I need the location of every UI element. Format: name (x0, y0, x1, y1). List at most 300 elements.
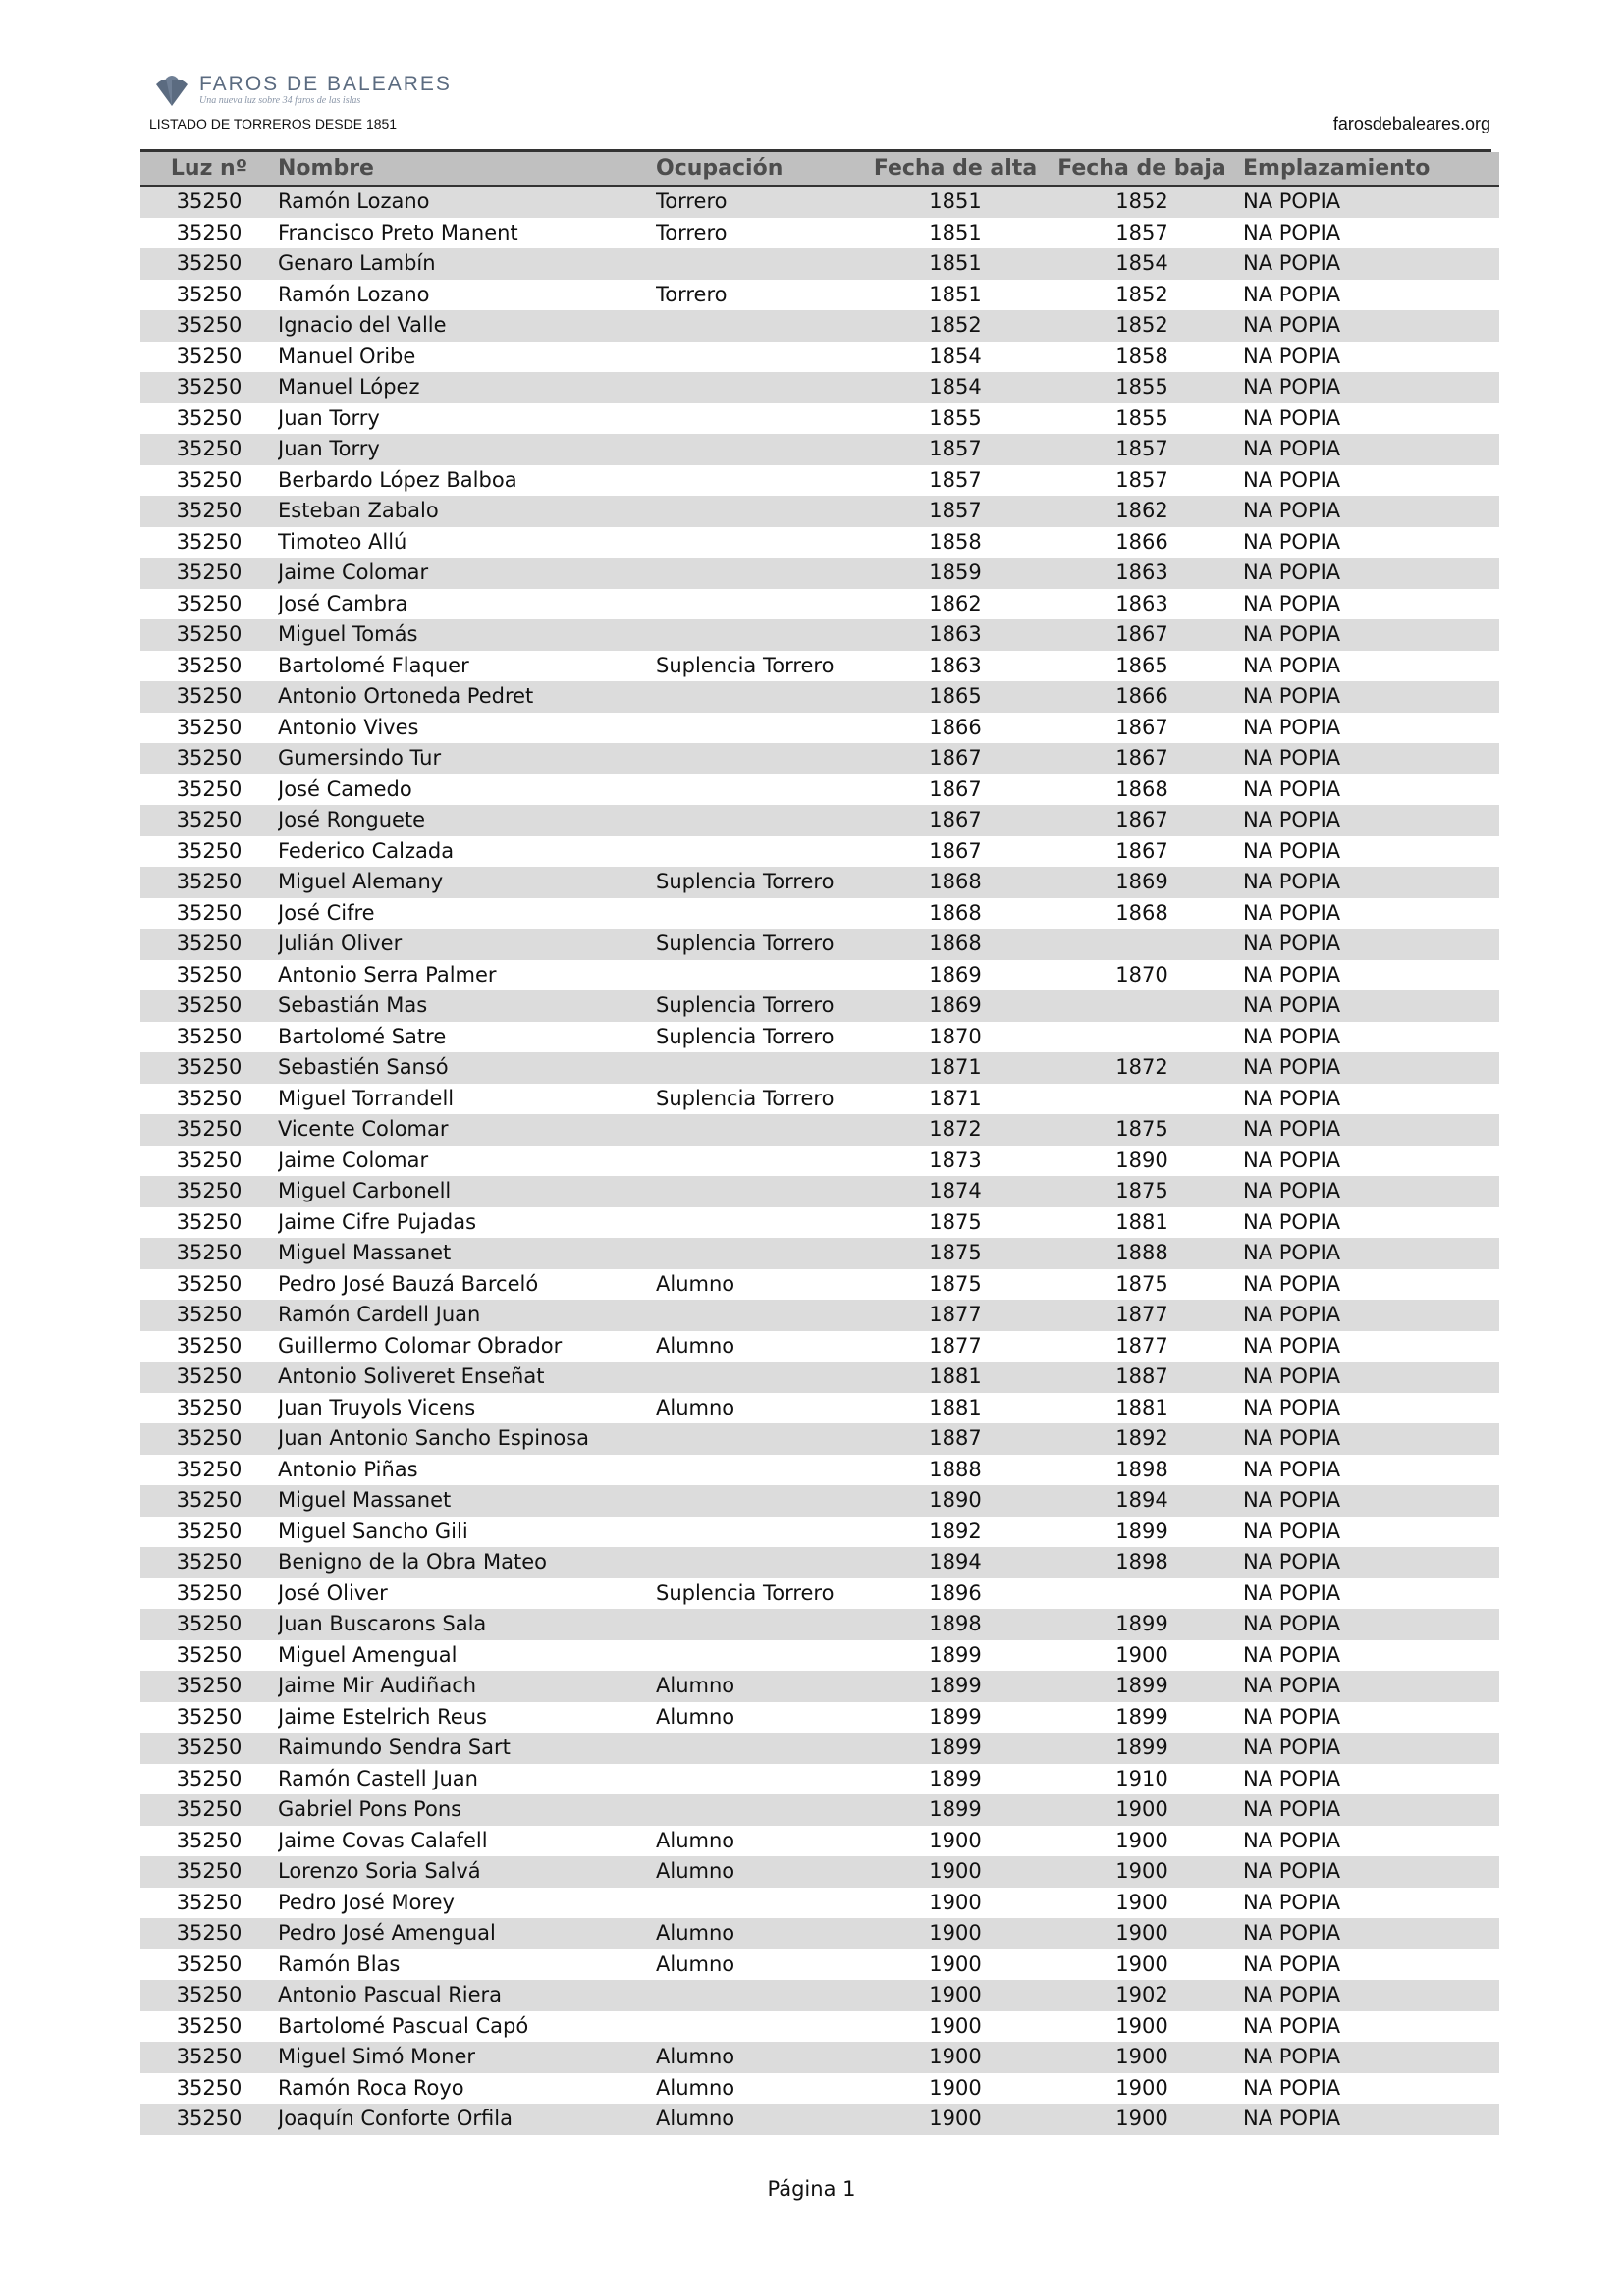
cell-emplazamiento: NA POPIA (1243, 2013, 1341, 2038)
cell-fecha-baja (1049, 1084, 1235, 1115)
cell-fecha-baja: 1868 (1115, 900, 1168, 925)
cell-luz: 35250 (176, 1457, 243, 1481)
cell-fecha-baja: 1890 (1115, 1148, 1168, 1172)
cell-fecha-alta: 1851 (929, 220, 982, 244)
cell-luz: 35250 (140, 1547, 278, 1578)
cell-nombre: Vicente Colomar (278, 1114, 656, 1146)
cell-ocupacion: Alumno (656, 2075, 735, 2100)
cell-fecha-alta: 1851 (929, 282, 982, 306)
cell-fecha-alta: 1874 (862, 1176, 1049, 1207)
cell-luz: 35250 (176, 1024, 243, 1048)
cell-luz: 35250 (140, 1856, 278, 1888)
cell-fecha-baja: 1898 (1049, 1547, 1235, 1578)
cell-fecha-baja: 1857 (1115, 467, 1168, 492)
cell-luz: 35250 (176, 962, 243, 987)
cell-fecha-baja (1049, 990, 1235, 1022)
cell-emplazamiento: NA POPIA (1243, 1086, 1341, 1110)
cell-emplazamiento: NA POPIA (1235, 558, 1499, 589)
cell-emplazamiento: NA POPIA (1243, 405, 1341, 430)
lighthouse-fan-icon (152, 71, 191, 110)
table-row (140, 434, 1499, 465)
cell-ocupacion (656, 1980, 862, 2011)
cell-ocupacion (656, 1609, 862, 1640)
cell-nombre: Jaime Estelrich Reus (278, 1704, 487, 1729)
cell-fecha-alta: 1859 (862, 558, 1049, 589)
cell-ocupacion (656, 496, 862, 527)
cell-fecha-alta: 1873 (929, 1148, 982, 1172)
cell-nombre: Juan Antonio Sancho Espinosa (278, 1423, 656, 1455)
cell-fecha-alta: 1851 (862, 248, 1049, 280)
cell-fecha-baja: 1858 (1115, 344, 1168, 368)
cell-fecha-alta: 1875 (862, 1238, 1049, 1269)
cell-fecha-alta: 1900 (929, 2013, 982, 2038)
cell-luz: 35250 (140, 1362, 278, 1393)
cell-fecha-alta: 1855 (929, 405, 982, 430)
cell-emplazamiento: NA POPIA (1243, 1580, 1341, 1605)
cell-ocupacion: Suplencia Torrero (656, 1024, 835, 1048)
cell-ocupacion: Alumno (656, 1856, 862, 1888)
cell-fecha-alta: 1899 (929, 1642, 982, 1667)
cell-fecha-baja: 1877 (1049, 1300, 1235, 1331)
cell-emplazamiento: NA POPIA (1235, 990, 1499, 1022)
table-row (140, 342, 1499, 373)
cell-ocupacion (656, 1794, 862, 1826)
cell-emplazamiento: NA POPIA (1243, 1209, 1341, 1234)
logo-tagline: Una nueva luz sobre 34 faros de las islas (199, 95, 361, 106)
cell-emplazamiento: NA POPIA (1243, 1271, 1341, 1296)
cell-ocupacion: Torrero (656, 220, 728, 244)
table-row (140, 589, 1499, 620)
cell-fecha-baja: 1899 (1115, 1519, 1168, 1543)
cell-nombre: Ramón Castell Juan (278, 1766, 478, 1790)
cell-fecha-alta: 1854 (929, 344, 982, 368)
cell-luz: 35250 (140, 1238, 278, 1269)
column-header-fecha-alta: Fecha de alta (862, 152, 1049, 186)
cell-nombre: Antonio Vives (278, 715, 419, 739)
cell-emplazamiento: NA POPIA (1235, 1238, 1499, 1269)
cell-luz: 35250 (176, 1086, 243, 1110)
cell-emplazamiento: NA POPIA (1243, 653, 1341, 677)
document-subtitle: LISTADO DE TORREROS DESDE 1851 (149, 116, 398, 132)
cell-nombre: Jaime Colomar (278, 558, 656, 589)
table-row (140, 1949, 1499, 1981)
cell-ocupacion (656, 713, 862, 744)
table-row (140, 558, 1499, 589)
cell-nombre: Benigno de la Obra Mateo (278, 1547, 656, 1578)
cell-luz: 35250 (140, 1176, 278, 1207)
cell-ocupacion (656, 465, 862, 497)
cell-fecha-alta: 1887 (862, 1423, 1049, 1455)
table-row (140, 2104, 1499, 2135)
cell-emplazamiento: NA POPIA (1243, 1148, 1341, 1172)
cell-emplazamiento: NA POPIA (1235, 1856, 1499, 1888)
cell-fecha-baja: 1900 (1049, 2042, 1235, 2073)
cell-nombre: Ramón Lozano (278, 282, 430, 306)
cell-emplazamiento: NA POPIA (1235, 743, 1499, 774)
table-row (140, 1052, 1499, 1084)
cell-fecha-alta: 1868 (862, 929, 1049, 960)
cell-luz: 35250 (140, 558, 278, 589)
cell-luz: 35250 (140, 867, 278, 898)
cell-luz: 35250 (140, 929, 278, 960)
cell-luz: 35250 (176, 1642, 243, 1667)
cell-nombre: José Cifre (278, 900, 375, 925)
cell-ocupacion (656, 1146, 862, 1177)
cell-fecha-baja: 1872 (1049, 1052, 1235, 1084)
cell-fecha-baja: 1888 (1049, 1238, 1235, 1269)
cell-nombre: Antonio Pascual Riera (278, 1980, 656, 2011)
cell-ocupacion (656, 1238, 862, 1269)
cell-fecha-baja: 1899 (1049, 1609, 1235, 1640)
table-row (140, 1856, 1499, 1888)
cell-nombre: Gumersindo Tur (278, 743, 656, 774)
cell-fecha-baja: 1881 (1115, 1209, 1168, 1234)
table-row (140, 929, 1499, 960)
table-row (140, 1300, 1499, 1331)
column-header-nombre: Nombre (278, 152, 656, 186)
cell-fecha-baja: 1868 (1115, 776, 1168, 801)
cell-emplazamiento: NA POPIA (1243, 1828, 1341, 1852)
cell-luz: 35250 (140, 310, 278, 342)
cell-fecha-alta: 1892 (929, 1519, 982, 1543)
cell-luz: 35250 (176, 1951, 243, 1976)
cell-ocupacion: Alumno (656, 1333, 735, 1358)
cell-luz: 35250 (140, 990, 278, 1022)
cell-ocupacion: Suplencia Torrero (656, 929, 862, 960)
cell-nombre: Juan Truyols Vicens (278, 1395, 476, 1419)
table-row (140, 651, 1499, 682)
table-row (140, 1238, 1499, 1269)
cell-fecha-alta: 1867 (862, 805, 1049, 836)
cell-emplazamiento: NA POPIA (1235, 2104, 1499, 2135)
cell-fecha-baja: 1887 (1049, 1362, 1235, 1393)
cell-ocupacion: Suplencia Torrero (656, 1580, 835, 1605)
table-row (140, 1826, 1499, 1857)
cell-luz: 35250 (140, 1980, 278, 2011)
cell-fecha-baja: 1881 (1115, 1395, 1168, 1419)
cell-luz: 35250 (140, 681, 278, 713)
cell-emplazamiento: NA POPIA (1243, 282, 1341, 306)
cell-ocupacion: Alumno (656, 1671, 862, 1702)
cell-luz: 35250 (140, 496, 278, 527)
cell-ocupacion (656, 434, 862, 465)
table-row (140, 218, 1499, 249)
cell-fecha-alta: 1863 (862, 619, 1049, 651)
cell-emplazamiento: NA POPIA (1235, 1052, 1499, 1084)
cell-fecha-baja: 1902 (1049, 1980, 1235, 2011)
cell-ocupacion (656, 2011, 862, 2043)
cell-luz: 35250 (140, 372, 278, 403)
cell-luz: 35250 (140, 1114, 278, 1146)
cell-fecha-baja (1049, 929, 1235, 960)
cell-luz: 35250 (140, 805, 278, 836)
cell-nombre: Jaime Covas Calafell (278, 1828, 488, 1852)
cell-ocupacion (656, 836, 862, 868)
table-row (140, 1423, 1499, 1455)
cell-emplazamiento: NA POPIA (1235, 1114, 1499, 1146)
cell-nombre: Miguel Sancho Gili (278, 1519, 468, 1543)
cell-luz: 35250 (176, 2013, 243, 2038)
cell-fecha-alta: 1877 (929, 1333, 982, 1358)
table-row (140, 2011, 1499, 2043)
cell-nombre: Juan Buscarons Sala (278, 1609, 656, 1640)
cell-emplazamiento: NA POPIA (1235, 1671, 1499, 1702)
cell-emplazamiento: NA POPIA (1243, 1519, 1341, 1543)
cell-ocupacion (656, 774, 862, 806)
cell-luz: 35250 (176, 1828, 243, 1852)
cell-fecha-baja: 1867 (1049, 619, 1235, 651)
cell-emplazamiento: NA POPIA (1235, 1609, 1499, 1640)
table-row (140, 619, 1499, 651)
cell-nombre: José Oliver (278, 1580, 388, 1605)
cell-luz: 35250 (176, 653, 243, 677)
cell-fecha-baja: 1900 (1115, 1642, 1168, 1667)
cell-fecha-alta: 1899 (929, 1766, 982, 1790)
cell-fecha-alta: 1871 (929, 1086, 982, 1110)
cell-emplazamiento: NA POPIA (1235, 681, 1499, 713)
cell-luz: 35250 (176, 1580, 243, 1605)
cell-nombre: Sebastián Mas (278, 990, 656, 1022)
cell-fecha-alta: 1870 (929, 1024, 982, 1048)
cell-luz: 35250 (140, 1794, 278, 1826)
cell-emplazamiento: NA POPIA (1235, 1176, 1499, 1207)
cell-ocupacion (656, 527, 862, 559)
cell-ocupacion (656, 342, 862, 373)
cell-nombre: Jaime Cifre Pujadas (278, 1209, 477, 1234)
table-row (140, 372, 1499, 403)
cell-nombre: Jaime Colomar (278, 1148, 429, 1172)
table-row (140, 1207, 1499, 1239)
cell-nombre: Federico Calzada (278, 838, 455, 863)
cell-fecha-alta: 1900 (929, 1828, 982, 1852)
cell-fecha-alta: 1858 (929, 529, 982, 554)
cell-nombre: Miguel Massanet (278, 1238, 656, 1269)
cell-emplazamiento: NA POPIA (1235, 805, 1499, 836)
cell-luz: 35250 (140, 1485, 278, 1517)
cell-luz: 35250 (176, 529, 243, 554)
cell-nombre: Miguel Tomás (278, 619, 656, 651)
cell-luz: 35250 (176, 405, 243, 430)
logo-name: FAROS DE BALEARES (199, 73, 452, 95)
cell-ocupacion (656, 1362, 862, 1393)
cell-nombre: Juan Torry (278, 434, 656, 465)
cell-nombre: Antonio Ortoneda Pedret (278, 681, 656, 713)
cell-ocupacion: Alumno (656, 1918, 862, 1949)
cell-fecha-alta: 1881 (862, 1362, 1049, 1393)
table-row (140, 1640, 1499, 1672)
cell-fecha-alta: 1896 (929, 1580, 982, 1605)
cell-fecha-alta: 1863 (929, 653, 982, 677)
cell-fecha-alta: 1875 (929, 1271, 982, 1296)
cell-fecha-alta: 1867 (929, 838, 982, 863)
cell-fecha-baja: 1900 (1049, 1794, 1235, 1826)
cell-fecha-alta: 1890 (862, 1485, 1049, 1517)
table-row (140, 960, 1499, 991)
cell-luz: 35250 (176, 900, 243, 925)
table-row (140, 280, 1499, 311)
cell-ocupacion: Torrero (656, 186, 862, 218)
cell-fecha-baja: 1875 (1049, 1114, 1235, 1146)
table-row (140, 774, 1499, 806)
table-row (140, 2042, 1499, 2073)
cell-fecha-alta: 1868 (862, 867, 1049, 898)
cell-luz: 35250 (176, 1148, 243, 1172)
cell-fecha-baja: 1892 (1049, 1423, 1235, 1455)
cell-fecha-baja: 1900 (1115, 2013, 1168, 2038)
cell-luz: 35250 (176, 1333, 243, 1358)
cell-emplazamiento: NA POPIA (1235, 2042, 1499, 2073)
cell-ocupacion (656, 1888, 862, 1919)
cell-fecha-alta: 1900 (929, 1890, 982, 1914)
cell-fecha-baja: 1862 (1049, 496, 1235, 527)
cell-ocupacion (656, 1764, 862, 1795)
cell-ocupacion (656, 1547, 862, 1578)
cell-ocupacion (656, 403, 862, 435)
cell-fecha-alta: 1867 (929, 776, 982, 801)
table-row (140, 713, 1499, 744)
cell-emplazamiento: NA POPIA (1243, 838, 1341, 863)
cell-luz: 35250 (176, 776, 243, 801)
cell-ocupacion (656, 589, 862, 620)
table-row (140, 1547, 1499, 1578)
keepers-table (140, 152, 1499, 2135)
cell-fecha-baja: 1867 (1049, 805, 1235, 836)
table-row (140, 990, 1499, 1022)
cell-fecha-alta: 1851 (862, 186, 1049, 218)
cell-nombre: Manuel López (278, 372, 656, 403)
cell-fecha-baja: 1894 (1049, 1485, 1235, 1517)
cell-fecha-alta: 1888 (929, 1457, 982, 1481)
cell-emplazamiento: NA POPIA (1235, 619, 1499, 651)
cell-luz: 35250 (176, 1519, 243, 1543)
table-row (140, 1114, 1499, 1146)
cell-nombre: Miguel Simó Moner (278, 2042, 656, 2073)
cell-fecha-baja: 1900 (1115, 2075, 1168, 2100)
cell-fecha-alta: 1900 (862, 1980, 1049, 2011)
cell-emplazamiento: NA POPIA (1243, 1024, 1341, 1048)
cell-luz: 35250 (176, 1890, 243, 1914)
cell-emplazamiento: NA POPIA (1235, 1794, 1499, 1826)
table-row (140, 496, 1499, 527)
keepers-table-wrapper (140, 149, 1491, 2135)
cell-fecha-alta: 1852 (862, 310, 1049, 342)
cell-luz: 35250 (176, 715, 243, 739)
cell-luz: 35250 (140, 1052, 278, 1084)
cell-luz: 35250 (140, 1671, 278, 1702)
table-row (140, 836, 1499, 868)
column-header-fecha-baja: Fecha de baja (1049, 152, 1235, 186)
cell-ocupacion (656, 1455, 862, 1486)
table-row (140, 1362, 1499, 1393)
cell-emplazamiento: NA POPIA (1235, 248, 1499, 280)
cell-nombre: Guillermo Colomar Obrador (278, 1333, 563, 1358)
table-row (140, 1455, 1499, 1486)
cell-emplazamiento: NA POPIA (1243, 1395, 1341, 1419)
cell-fecha-alta: 1899 (862, 1794, 1049, 1826)
cell-emplazamiento: NA POPIA (1243, 776, 1341, 801)
table-row (140, 898, 1499, 930)
column-header-emplazamiento: Emplazamiento (1235, 152, 1499, 186)
cell-luz: 35250 (140, 743, 278, 774)
cell-fecha-baja: 1910 (1115, 1766, 1168, 1790)
cell-fecha-alta: 1872 (862, 1114, 1049, 1146)
cell-fecha-alta: 1899 (929, 1704, 982, 1729)
table-row (140, 1393, 1499, 1424)
cell-emplazamiento: NA POPIA (1243, 220, 1341, 244)
cell-ocupacion (656, 1176, 862, 1207)
cell-luz: 35250 (176, 1209, 243, 1234)
cell-ocupacion (656, 372, 862, 403)
table-body (140, 186, 1499, 2135)
cell-fecha-baja: 1870 (1115, 962, 1168, 987)
cell-nombre: José Ronguete (278, 805, 656, 836)
cell-ocupacion (656, 1052, 862, 1084)
table-row (140, 465, 1499, 497)
cell-ocupacion (656, 310, 862, 342)
cell-fecha-baja: 1855 (1115, 405, 1168, 430)
table-row (140, 1331, 1499, 1362)
cell-emplazamiento: NA POPIA (1235, 1918, 1499, 1949)
table-row (140, 1609, 1499, 1640)
cell-nombre: Sebastién Sansó (278, 1052, 656, 1084)
cell-emplazamiento: NA POPIA (1235, 372, 1499, 403)
cell-luz: 35250 (140, 2104, 278, 2135)
cell-nombre: Bartolomé Pascual Capó (278, 2013, 529, 2038)
cell-fecha-alta: 1857 (929, 467, 982, 492)
cell-fecha-baja: 1867 (1115, 715, 1168, 739)
cell-fecha-alta: 1900 (929, 2075, 982, 2100)
cell-ocupacion (656, 805, 862, 836)
cell-emplazamiento: NA POPIA (1243, 1704, 1341, 1729)
cell-fecha-baja: 1899 (1049, 1733, 1235, 1764)
cell-fecha-baja: 1900 (1049, 2104, 1235, 2135)
cell-fecha-alta: 1867 (862, 743, 1049, 774)
table-row (140, 805, 1499, 836)
cell-nombre: Manuel Oribe (278, 344, 416, 368)
cell-emplazamiento: NA POPIA (1243, 529, 1341, 554)
cell-luz: 35250 (176, 1271, 243, 1296)
table-row (140, 1022, 1499, 1053)
cell-fecha-alta: 1898 (862, 1609, 1049, 1640)
cell-fecha-baja: 1867 (1049, 743, 1235, 774)
cell-emplazamiento: NA POPIA (1235, 929, 1499, 960)
cell-emplazamiento: NA POPIA (1243, 1333, 1341, 1358)
cell-fecha-baja: 1899 (1115, 1704, 1168, 1729)
cell-nombre: Antonio Serra Palmer (278, 962, 497, 987)
cell-luz: 35250 (176, 1704, 243, 1729)
cell-fecha-baja: 1867 (1115, 838, 1168, 863)
cell-fecha-alta: 1881 (929, 1395, 982, 1419)
cell-emplazamiento: NA POPIA (1243, 715, 1341, 739)
cell-luz: 35250 (140, 1609, 278, 1640)
cell-emplazamiento: NA POPIA (1243, 467, 1341, 492)
cell-emplazamiento: NA POPIA (1243, 1642, 1341, 1667)
cell-ocupacion (656, 1640, 862, 1672)
cell-nombre: Timoteo Allú (278, 529, 407, 554)
cell-fecha-baja: 1857 (1115, 220, 1168, 244)
cell-nombre: Pedro José Amengual (278, 1918, 656, 1949)
table-row (140, 1176, 1499, 1207)
cell-ocupacion (656, 681, 862, 713)
cell-emplazamiento: NA POPIA (1235, 310, 1499, 342)
cell-fecha-baja: 1900 (1115, 1890, 1168, 1914)
cell-ocupacion (656, 619, 862, 651)
cell-nombre: Joaquín Conforte Orfila (278, 2104, 656, 2135)
cell-emplazamiento: NA POPIA (1235, 496, 1499, 527)
cell-emplazamiento: NA POPIA (1243, 1766, 1341, 1790)
page-number: Página 1 (767, 2177, 856, 2201)
cell-emplazamiento: NA POPIA (1243, 1890, 1341, 1914)
